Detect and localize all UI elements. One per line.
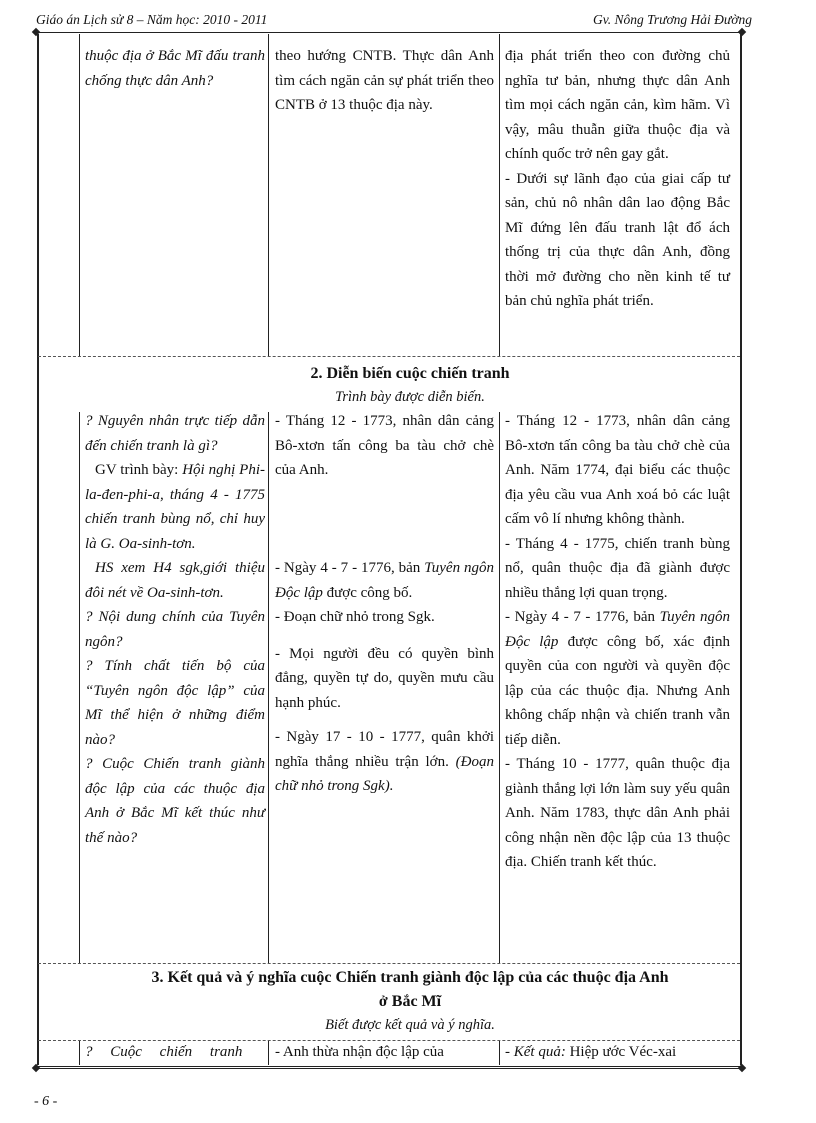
answer-text	[275, 725, 494, 799]
column-divider	[268, 1040, 269, 1065]
section-title-cont: ở Bắc Mĩ	[378, 993, 442, 1010]
question-cell	[85, 1040, 265, 1065]
answer-text: - Tháng 12 - 1773, nhân dân cảng Bô-xtơn tấn công ba tàu chở chè của Anh.	[275, 413, 494, 478]
content-text	[505, 605, 730, 752]
row-separator	[38, 963, 740, 964]
answer-text: - Đoạn chữ nhỏ trong Sgk.	[275, 609, 435, 625]
teacher-label: GV trình bày:	[95, 462, 179, 478]
content-text: - Tháng 12 - 1773, nhân dân cảng Bô-xtơn tấn công ba tàu chở chè của Anh. Năm 1774, đại biểu các thuộc địa yêu cầu vua Anh xoá bỏ các luật cấm vô lí nhưng không thành.	[505, 413, 730, 527]
column-divider	[79, 1040, 80, 1065]
column-divider	[268, 412, 269, 963]
content-text: - Tháng 10 - 1777, quân thuộc địa giành thắng lợi lớn làm suy yếu quân Anh. Năm 1783, thực dân Anh phải công nhận nền độc lập của 13 thuộc địa. Chiến tranh kết thúc.	[505, 756, 730, 870]
rule-ornament	[738, 1064, 746, 1072]
footer-rule	[36, 1066, 742, 1069]
question-text: ? Nội dung chính của Tuyên ngôn?	[85, 609, 265, 650]
content-text: địa phát triển theo con đường chủ nghĩa tư bản, nhưng thực dân Anh tìm mọi cách ngăn cản, kìm hãm. Vì vậy, mâu thuẫn giữa thuộc địa và chính quốc trở nên gay gắt.	[505, 48, 730, 162]
question-text: thuộc địa ở Bắc Mĩ đấu tranh chống thực dân Anh?	[85, 48, 265, 89]
answer-part: - Ngày 4 - 7 - 1776, bản	[275, 560, 421, 576]
answer-text: theo hướng CNTB. Thực dân Anh tìm cách ngăn cản sự phát triển theo CNTB ở 13 thuộc địa này.	[275, 48, 494, 113]
content-cell	[505, 409, 730, 875]
content-text	[505, 1040, 730, 1065]
answer-cell	[275, 1040, 494, 1065]
content-text: - Dưới sự lãnh đạo của giai cấp tư sản, chủ nô nhân dân lao động Bắc Mĩ đứng lên đấu tranh lật đổ ách thống trị của thực dân Anh, đồng thời mở đường cho nền kinh tế tư bản chủ nghĩa phát triển.	[505, 170, 730, 309]
teacher-note	[85, 458, 265, 556]
question-text: ? Nguyên nhân trực tiếp dẫn đến chiến tranh là gì?	[85, 413, 265, 454]
column-divider	[499, 34, 500, 356]
header-left: Giáo án Lịch sử 8 – Năm học: 2010 - 2011	[36, 12, 268, 27]
student-note: HS xem H4 sgk,giới thiệu đôi nét về Oa-sinh-tơn.	[85, 560, 265, 601]
result-label: - Kết quả:	[505, 1044, 566, 1060]
answer-part: được công bố.	[326, 584, 413, 601]
column-divider	[499, 1040, 500, 1065]
answer-cell	[275, 44, 494, 118]
section-title: 3. Kết quả và ý nghĩa cuộc Chiến tranh giành độc lập của các thuộc địa Anh	[151, 969, 669, 986]
section-title: 2. Diễn biến cuộc chiến tranh	[310, 365, 510, 382]
section-heading	[80, 362, 740, 408]
answer-text: - Anh thừa nhận độc lập của	[275, 1044, 444, 1060]
content-part: Hiệp ước Véc-xai	[569, 1044, 677, 1060]
answer-text	[275, 556, 494, 605]
content-part: - Ngày 4 - 7 - 1776, bản	[505, 609, 655, 625]
header-rule	[36, 32, 742, 33]
section-subtitle: Biết được kết quả và ý nghĩa.	[325, 1017, 495, 1033]
answer-part: - Ngày 17 - 10 - 1777, quân khởi nghĩa thắng nhiều trận lớn.	[275, 729, 494, 770]
frame-right	[740, 34, 742, 1065]
content-cell	[505, 1040, 730, 1065]
declaration-title: Tuyên ngôn Độc lập	[275, 560, 494, 601]
question-cell	[85, 409, 265, 850]
page-number: - 6 -	[34, 1094, 58, 1109]
question-text: ? Cuộc chiến tranh	[85, 1044, 243, 1060]
row-separator	[38, 356, 740, 357]
header-right: Gv. Nông Trương Hải Đường	[592, 12, 752, 27]
section-heading	[80, 966, 740, 1036]
content-part: được công bố, xác định quyền của con người và quyền độc lập của các thuộc địa. Nhưng Anh không chấp nhận và chiến tranh vẫn tiếp diễn.	[505, 633, 730, 748]
rule-ornament	[32, 28, 40, 36]
content-cell	[505, 44, 730, 314]
teacher-text: Hội nghị Phi-la-đen-phi-a, tháng 4 - 1775 chiến tranh bùng nổ, chỉ huy là G. Oa-sinh-tơn.	[85, 462, 265, 552]
content-text: - Tháng 4 - 1775, chiến tranh bùng nổ, quân thuộc địa đã giành được nhiều thắng lợi quan trọng.	[505, 535, 730, 601]
question-text: ? Cuộc Chiến tranh giành độc lập của các thuộc địa Anh ở Bắc Mĩ kết thúc như thế nào?	[85, 756, 265, 846]
frame-left	[37, 34, 39, 1065]
answer-part: (Đoạn chữ nhỏ trong Sgk).	[275, 753, 494, 794]
column-divider	[79, 412, 80, 963]
answer-cell	[275, 409, 494, 799]
column-divider	[499, 412, 500, 963]
column-divider	[79, 34, 80, 356]
declaration-title: Tuyên ngôn Độc lập	[505, 609, 730, 650]
section-subtitle: Trình bày được diễn biến.	[335, 389, 485, 405]
question-text: ? Tính chất tiến bộ của “Tuyên ngôn độc lập” của Mĩ thể hiện ở những điểm nào?	[85, 658, 265, 748]
question-cell	[85, 44, 265, 93]
column-divider	[268, 34, 269, 356]
answer-text: - Mọi người đều có quyền bình đẳng, quyền tự do, quyền mưu cầu hạnh phúc.	[275, 645, 494, 711]
